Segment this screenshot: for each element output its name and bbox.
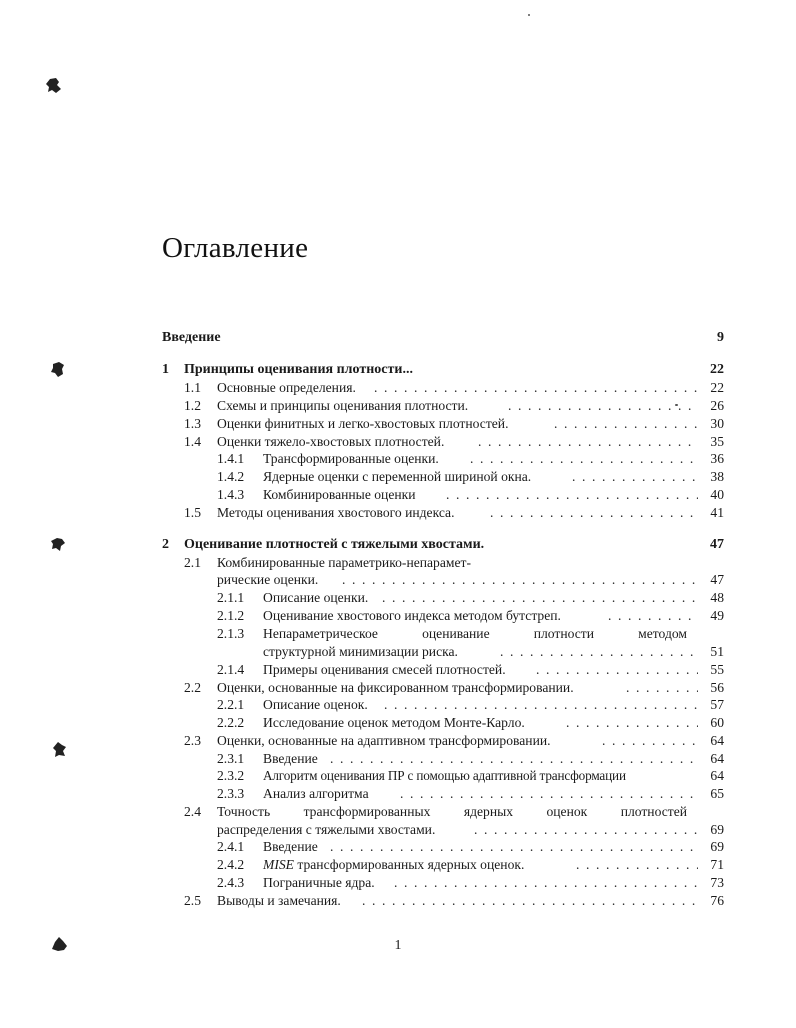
toc-chapter-title: Оценивание плотностей с тяжелыми хвостами. bbox=[184, 537, 485, 552]
toc-section-page: 69 bbox=[710, 822, 724, 837]
toc-leader-dots bbox=[446, 486, 698, 504]
toc-section-continuation bbox=[0, 571, 796, 589]
toc-section-title: Оценки, основанные на адаптивном трансформировании. bbox=[217, 733, 551, 748]
toc-subsection-title: Описание оценки. bbox=[263, 590, 369, 605]
toc-leader-dots bbox=[470, 450, 698, 468]
toc-subsection-page: 51 bbox=[710, 644, 724, 659]
toc-section-title: Основные определения. bbox=[217, 380, 356, 395]
toc-subsection-page: 64 bbox=[710, 751, 724, 766]
toc-section-number: 1.2 bbox=[184, 398, 201, 413]
toc-subsection-page: 65 bbox=[710, 786, 724, 801]
toc-section bbox=[0, 803, 796, 821]
toc-subsection bbox=[0, 750, 796, 768]
toc-section-number: 2.3 bbox=[184, 733, 201, 748]
toc-subsection-title: Введение bbox=[263, 839, 318, 854]
toc-subsection-page: 49 bbox=[710, 608, 724, 623]
toc-title-word: плотностей bbox=[620, 804, 687, 819]
toc-leader-dots bbox=[474, 821, 698, 839]
toc-leader-dots bbox=[566, 714, 698, 732]
toc-subsection-number: 2.2.2 bbox=[217, 715, 245, 730]
toc-leader-dots bbox=[400, 785, 698, 803]
toc-section-title-line1 bbox=[217, 803, 687, 821]
toc-section-title-line2: распределения с тяжелыми хвостами. bbox=[217, 822, 436, 837]
toc-leader-dots bbox=[626, 679, 698, 697]
toc-subsection-number: 2.3.2 bbox=[217, 768, 245, 783]
toc-subsection-number: 2.3.3 bbox=[217, 786, 245, 801]
toc-leader-dots bbox=[536, 661, 698, 679]
toc-chapter-1 bbox=[0, 361, 796, 379]
toc-subsection-page: 73 bbox=[710, 875, 724, 890]
toc-section bbox=[0, 504, 796, 522]
toc-section-page: 64 bbox=[710, 733, 724, 748]
toc-section-number: 2.5 bbox=[184, 893, 201, 908]
toc-subsection-number: 2.4.3 bbox=[217, 875, 245, 890]
toc-section bbox=[0, 554, 796, 572]
toc-title-word: методом bbox=[638, 626, 687, 641]
toc-subsection bbox=[0, 607, 796, 625]
toc-title-word: оценок bbox=[546, 804, 588, 819]
toc-section-page: 56 bbox=[710, 680, 724, 695]
toc-subsection-number: 2.3.1 bbox=[217, 751, 245, 766]
toc-subsection-number: 2.1.3 bbox=[217, 626, 245, 641]
toc-subsection-title: Введение bbox=[263, 751, 318, 766]
toc-section bbox=[0, 433, 796, 451]
toc-section-page: 22 bbox=[710, 380, 724, 395]
toc-section bbox=[0, 679, 796, 697]
toc-subsection-number: 1.4.3 bbox=[217, 487, 245, 502]
toc-leader-dots bbox=[500, 643, 698, 661]
toc-section-number: 2.4 bbox=[184, 804, 201, 819]
toc-subsection-number: 2.1.1 bbox=[217, 590, 245, 605]
toc-section-page: 47 bbox=[710, 572, 724, 587]
toc-subsection-title bbox=[263, 856, 524, 874]
toc-section-page: 76 bbox=[710, 893, 724, 908]
toc-leader-dots bbox=[374, 379, 698, 397]
toc-subsection bbox=[0, 589, 796, 607]
toc-section-title: Выводы и замечания. bbox=[217, 893, 341, 908]
toc-subsection-title: Анализ алгоритма bbox=[263, 786, 369, 801]
toc-section-number: 2.2 bbox=[184, 680, 201, 695]
toc-subsection bbox=[0, 468, 796, 486]
scan-speck bbox=[528, 14, 530, 16]
toc-chapter-title: Принципы оценивания плотности... bbox=[184, 362, 413, 377]
toc-section-title: Оценки, основанные на фиксированном трансформировании. bbox=[217, 680, 574, 695]
toc-section bbox=[0, 379, 796, 397]
toc-italic-term: MISE bbox=[263, 857, 294, 872]
toc-subsection-page: 60 bbox=[710, 715, 724, 730]
toc-leader-dots bbox=[330, 838, 698, 856]
toc-leader-dots bbox=[382, 589, 698, 607]
toc-subsection-page: 57 bbox=[710, 697, 724, 712]
toc-subsection-number: 2.2.1 bbox=[217, 697, 245, 712]
toc-section-title: Схемы и принципы оценивания плотности. bbox=[217, 398, 469, 413]
page-number: 1 bbox=[394, 938, 402, 953]
toc-intro bbox=[0, 329, 796, 347]
toc-subsection-title-line1 bbox=[263, 625, 687, 643]
toc-subsection-page: 40 bbox=[710, 487, 724, 502]
toc-section bbox=[0, 397, 796, 415]
toc-section bbox=[0, 892, 796, 910]
toc-subsection-title: Комбинированные оценки bbox=[263, 487, 416, 502]
toc-section-page: 41 bbox=[710, 505, 724, 520]
toc-section-page: 30 bbox=[710, 416, 724, 431]
toc-section-title: Методы оценивания хвостового индекса. bbox=[217, 505, 455, 520]
toc-leader-dots bbox=[508, 397, 698, 415]
toc-section-page: 35 bbox=[710, 434, 724, 449]
toc-title-word: плотности bbox=[533, 626, 595, 641]
toc-subsection-title: Описание оценок. bbox=[263, 697, 368, 712]
toc-subsection bbox=[0, 486, 796, 504]
toc-subsection bbox=[0, 661, 796, 679]
toc-subsection-number: 1.4.2 bbox=[217, 469, 245, 484]
toc-chapter-page: 22 bbox=[710, 362, 724, 377]
toc-chapter-number: 2 bbox=[162, 537, 169, 552]
toc-section-title: Оценки финитных и легко-хвостовых плотностей. bbox=[217, 416, 509, 431]
toc-subsection-page: 71 bbox=[710, 857, 724, 872]
toc-leader-dots bbox=[394, 874, 698, 892]
toc-subsection-number: 2.4.1 bbox=[217, 839, 245, 854]
toc-subsection-page: 55 bbox=[710, 662, 724, 677]
toc-subsection-number: 2.1.2 bbox=[217, 608, 245, 623]
toc-section-continuation bbox=[0, 821, 796, 839]
toc-subsection bbox=[0, 838, 796, 856]
toc-subsection bbox=[0, 714, 796, 732]
scan-blot bbox=[44, 76, 64, 96]
toc-leader-dots bbox=[602, 732, 698, 750]
toc-subsection-continuation bbox=[0, 643, 796, 661]
toc-section bbox=[0, 732, 796, 750]
toc-leader-dots bbox=[362, 892, 698, 910]
toc-subsection-number: 2.1.4 bbox=[217, 662, 245, 677]
toc-chapter-page: 47 bbox=[710, 537, 724, 552]
toc-title-word: ядерных bbox=[463, 804, 514, 819]
toc-leader-dots bbox=[330, 750, 698, 768]
toc-subsection-page: 69 bbox=[710, 839, 724, 854]
toc-subsection-title: Трансформированные оценки. bbox=[263, 451, 439, 466]
toc-subsection-page: 64 bbox=[710, 768, 724, 783]
toc-leader-dots bbox=[342, 571, 698, 589]
toc-entry-page: 9 bbox=[717, 330, 724, 345]
toc-subsection-title: Оценивание хвостового индекса методом бутстреп. bbox=[263, 608, 561, 623]
toc-section-number: 1.4 bbox=[184, 434, 201, 449]
toc-subsection bbox=[0, 874, 796, 892]
toc-section-number: 1.5 bbox=[184, 505, 201, 520]
toc-leader-dots bbox=[478, 433, 698, 451]
toc-leader-dots bbox=[554, 415, 698, 433]
toc-section-title-line2: рические оценки. bbox=[217, 572, 319, 587]
toc-section-number: 1.3 bbox=[184, 416, 201, 431]
toc-subsection-page: 48 bbox=[710, 590, 724, 605]
toc-leader-dots bbox=[608, 607, 698, 625]
toc-section-title-line1: Комбинированные параметрико-непарамет- bbox=[217, 555, 471, 570]
toc-title-word: оценивание bbox=[422, 626, 490, 641]
toc-subsection-page: 38 bbox=[710, 469, 724, 484]
toc-title-word: трансформированных bbox=[303, 804, 431, 819]
toc-chapter-2 bbox=[0, 536, 796, 554]
toc-subsection-title: Исследование оценок методом Монте-Карло. bbox=[263, 715, 525, 730]
toc-chapter-number: 1 bbox=[162, 362, 169, 377]
toc-subsection-title: Алгоритм оценивания ПР с помощью адаптивной трансформации bbox=[263, 768, 626, 783]
toc-subsection bbox=[0, 785, 796, 803]
toc-section-number: 1.1 bbox=[184, 380, 201, 395]
toc-subsection-page: 36 bbox=[710, 451, 724, 466]
toc-title-word: Непараметрическое bbox=[263, 626, 378, 641]
toc-section-title: Оценки тяжело-хвостовых плотностей. bbox=[217, 434, 445, 449]
toc-section-number: 2.1 bbox=[184, 555, 201, 570]
toc-title-word: Точность bbox=[217, 804, 271, 819]
toc-leader-dots bbox=[384, 696, 698, 714]
toc-subsection bbox=[0, 767, 796, 785]
toc-leader-dots bbox=[576, 856, 698, 874]
toc-subsection-number: 1.4.1 bbox=[217, 451, 245, 466]
toc-subsection-title: Примеры оценивания смесей плотностей. bbox=[263, 662, 506, 677]
toc-subsection-title: Пограничные ядра. bbox=[263, 875, 375, 890]
toc-subsection-title: Ядерные оценки с переменной шириной окна. bbox=[263, 469, 532, 484]
toc-subsection bbox=[0, 450, 796, 468]
page-title: Оглавление bbox=[162, 232, 309, 264]
toc-leader-dots bbox=[572, 468, 698, 486]
toc-subsection bbox=[0, 856, 796, 874]
toc-subsection-title-line2: структурной минимизации риска. bbox=[263, 644, 458, 659]
toc-entry-title: Введение bbox=[162, 330, 221, 345]
toc-subsection bbox=[0, 625, 796, 643]
toc-title-rest: трансформированных ядерных оценок. bbox=[293, 857, 525, 872]
toc-section bbox=[0, 415, 796, 433]
toc-leader-dots bbox=[490, 504, 698, 522]
toc-section-page: 26 bbox=[710, 398, 724, 413]
toc-subsection bbox=[0, 696, 796, 714]
toc-subsection-number: 2.4.2 bbox=[217, 857, 245, 872]
